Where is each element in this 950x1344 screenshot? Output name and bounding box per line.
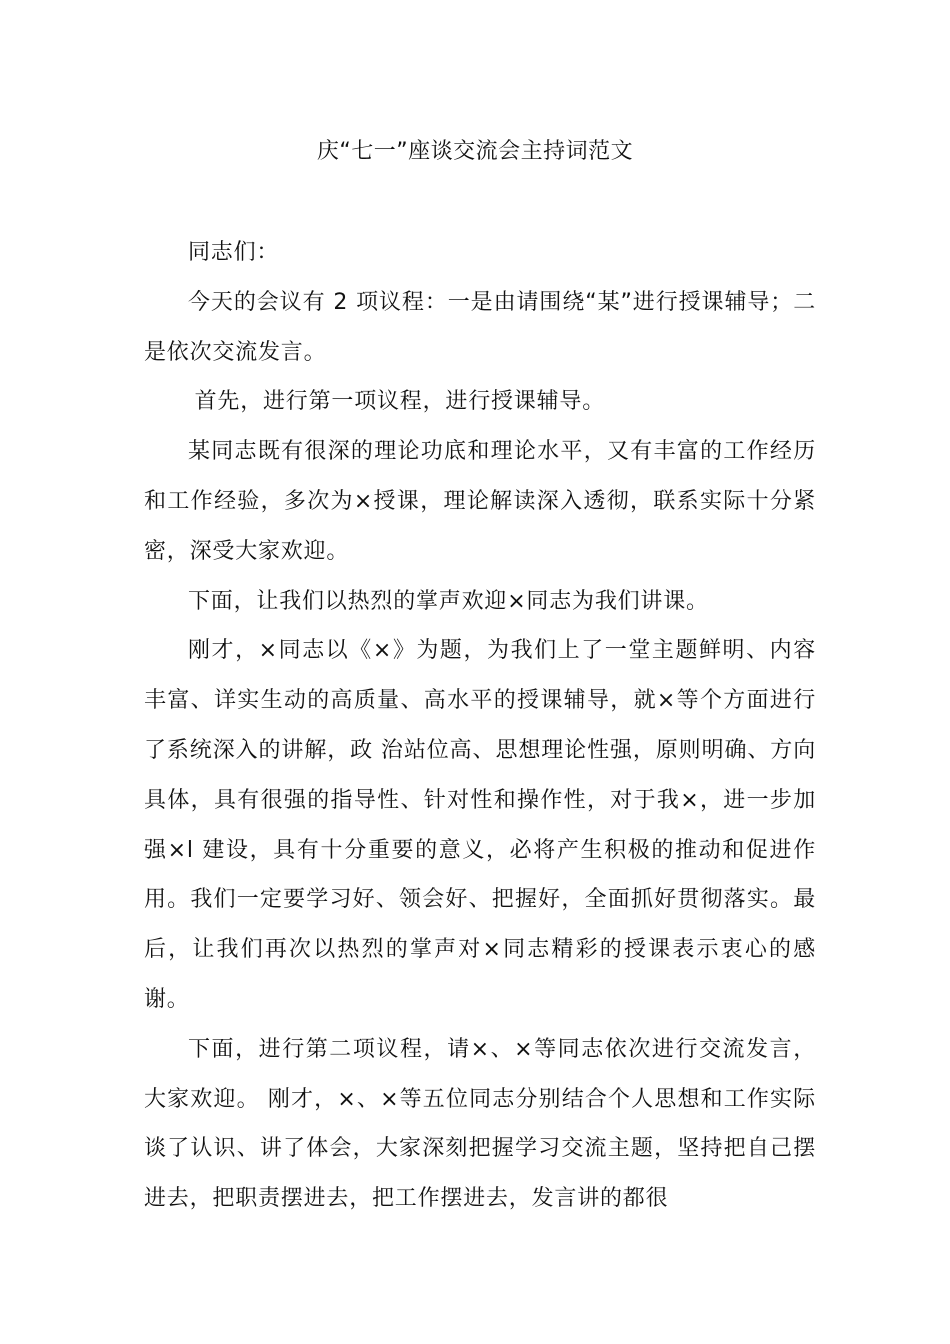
- paragraph-second-item: 下面，进行第二项议程，请×、×等同志依次进行交流发言，大家欢迎。 刚才，×、×等五位同志分别结合个人思想和工作实际谈了认识、讲了体会，大家深刻把握学习交流主题，坚持把自己摆进去，把职责摆进去，把工作摆进去，发言讲的都很: [144, 1036, 816, 1212]
- document-title: 庆“七一”座谈交流会主持词范文: [316, 139, 634, 164]
- paragraph-welcome: 下面，让我们以热烈的掌声欢迎×同志为我们讲课。: [188, 588, 709, 614]
- paragraph-lecture-summary: 刚才，×同志以《×》为题，为我们上了一堂主题鲜明、内容丰富、详实生动的高质量、高水平的授课辅导，就×等个方面进行了系统深入的讲解，政 治站位高、思想理论性强，原则明确、方向具体，具有很强的指导性、针对性和操作性，对于我×，进一步加强×l 建设，具有十分重要的意义，必将产生积极的推动和促进作用。我们一定要学习好、领会好、把握好，全面抓好贯彻落实。最后，让我们再次以热烈的掌声对×同志精彩的授课表示衷心的感谢。: [144, 638, 816, 1012]
- document-body: [144, 228, 816, 1224]
- paragraph-agenda: 今天的会议有 2 项议程：一是由请围绕“某”进行授课辅导；二是依次交流发言。: [144, 289, 816, 365]
- paragraph-first-item: 首先，进行第一项议程，进行授课辅导。: [194, 389, 605, 415]
- paragraph-salutation: 同志们：: [188, 240, 280, 265]
- paragraph-speaker-intro: 某同志既有很深的理论功底和理论水平，又有丰富的工作经历和工作经验，多次为×授课，理论解读深入透彻，联系实际十分紧密，深受大家欢迎。: [144, 439, 816, 564]
